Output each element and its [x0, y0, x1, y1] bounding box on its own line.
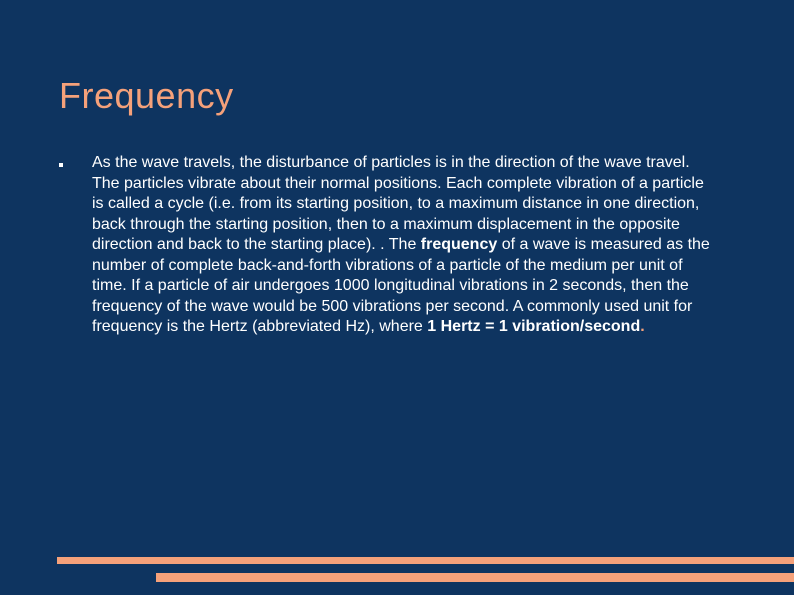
bullet-marker-icon — [59, 163, 63, 167]
decorative-bar-bottom — [156, 573, 794, 582]
bullet-item — [0, 153, 794, 338]
trailing-period: . — [640, 318, 645, 335]
hertz-definition: 1 Hertz = 1 vibration/second — [427, 318, 641, 335]
bullet-text-part-2: of a wave is measured as the number of complete back-and-forth vibrations of a particle of the medium per unit of time. If a particle of air undergoes 1000 longitudinal vibrations in 2 seconds, then the frequency of the wave would be 500 vibrations per second. A commonly used unit for frequency is the Hertz (abbreviated Hz), where — [92, 236, 710, 335]
term-frequency: frequency — [420, 236, 498, 253]
decorative-bar-top — [57, 557, 794, 564]
bullet-list — [0, 153, 794, 338]
slide-title: Frequency — [59, 75, 234, 116]
bullet-text-part-1: As the wave travels, the disturbance of particles is in the direction of the wave travel. The particles vibrate about their normal positions. Each complete vibration of a particle is called a cycle (i.e. from its starting position, to a maximum distance in one direction, back through the starting position, then to a maximum displacement in the opposite direction and back to the starting place). . The — [92, 154, 704, 253]
bullet-text — [92, 153, 716, 338]
